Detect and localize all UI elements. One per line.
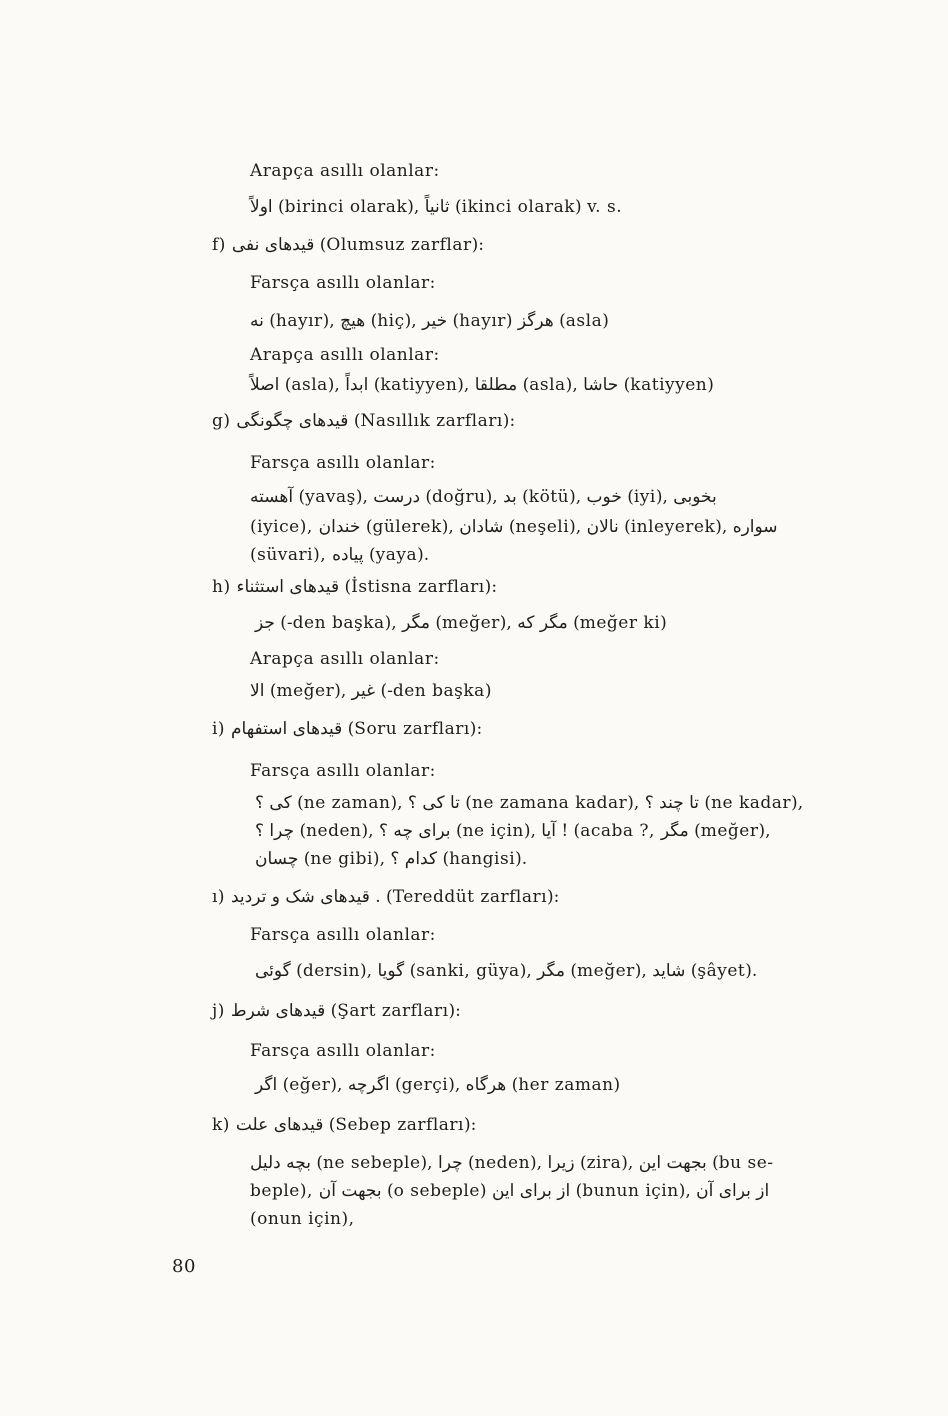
text-line: کی ؟ (ne zaman), تا کی ؟ (ne zamana kadar), تا چند ؟ (ne kadar), [255, 793, 804, 813]
page-number: 80 [172, 1256, 196, 1277]
text-line: چرا ؟ (neden), برای چه ؟ (ne için), آیا ! (acaba ?, مگر (meğer), [255, 821, 771, 841]
text-line: Farsça asıllı olanlar: [250, 273, 436, 293]
text-line: Farsça asıllı olanlar: [250, 453, 436, 473]
text-line: گوئی (dersin), گویا (sanki, güya), مگر (meğer), شاید (şâyet). [255, 961, 758, 981]
text-line: آهسته (yavaş), درست (doğru), بد (kötü), خوب (iyi), بخوبی [250, 487, 717, 507]
section-heading-k: k) قیدهای علت (Sebep zarfları): [212, 1115, 477, 1135]
text-line: اصلاً (asla), ابداً (katiyyen), مطلقا (asla), حاشا (katiyyen) [250, 375, 714, 395]
section-heading-f: f) قیدهای نفی (Olumsuz zarflar): [212, 235, 484, 255]
text-line: چسان (ne gibi), کدام ؟ (hangisi). [255, 849, 528, 869]
text-line: بچه دلیل (ne sebeple), چرا (neden), زیرا (zira), بجهت این (bu se- [250, 1153, 774, 1173]
text-line: Arapça asıllı olanlar: [250, 345, 440, 365]
section-heading-g: g) قیدهای چگونگی (Nasıllık zarfları): [212, 411, 516, 431]
text-line: الا (meğer), غیر (-den başka) [250, 681, 492, 701]
section-heading-i: i) قیدهای استفهام (Soru zarfları): [212, 719, 483, 739]
text-line: (süvari), پیاده (yaya). [250, 545, 430, 565]
text-line: Arapça asıllı olanlar: [250, 161, 440, 181]
text-line: Farsça asıllı olanlar: [250, 761, 436, 781]
text-line: جز (-den başka), مگر (meğer), مگر که (meğer ki) [255, 613, 667, 633]
text-line: اگر (eğer), اگرچه (gerçi), هرگاه (her zaman) [255, 1075, 621, 1095]
text-line: نه (hayır), هیچ (hiç), خیر (hayır) هرگز (asla) [250, 311, 609, 331]
text-line: Farsça asıllı olanlar: [250, 1041, 436, 1061]
text-line: (iyice), خندان (gülerek), شادان (neşeli), نالان (inleyerek), سواره [250, 517, 778, 537]
text-line: Arapça asıllı olanlar: [250, 649, 440, 669]
section-heading-h: h) قیدهای استثناء (İstisna zarfları): [212, 577, 498, 597]
text-line: (onun için), [250, 1209, 355, 1229]
section-heading-dotless-i: ı) قیدهای شک و تردید . (Tereddüt zarfları): [212, 887, 560, 907]
text-line: اولاً (birinci olarak), ثانیاً (ikinci olarak) v. s. [250, 197, 623, 217]
text-line: Farsça asıllı olanlar: [250, 925, 436, 945]
section-heading-j: j) قیدهای شرط (Şart zarfları): [212, 1001, 461, 1021]
text-line: beple), بجهت آن (o sebeple) از برای این (bunun için), از برای آن [250, 1181, 770, 1201]
